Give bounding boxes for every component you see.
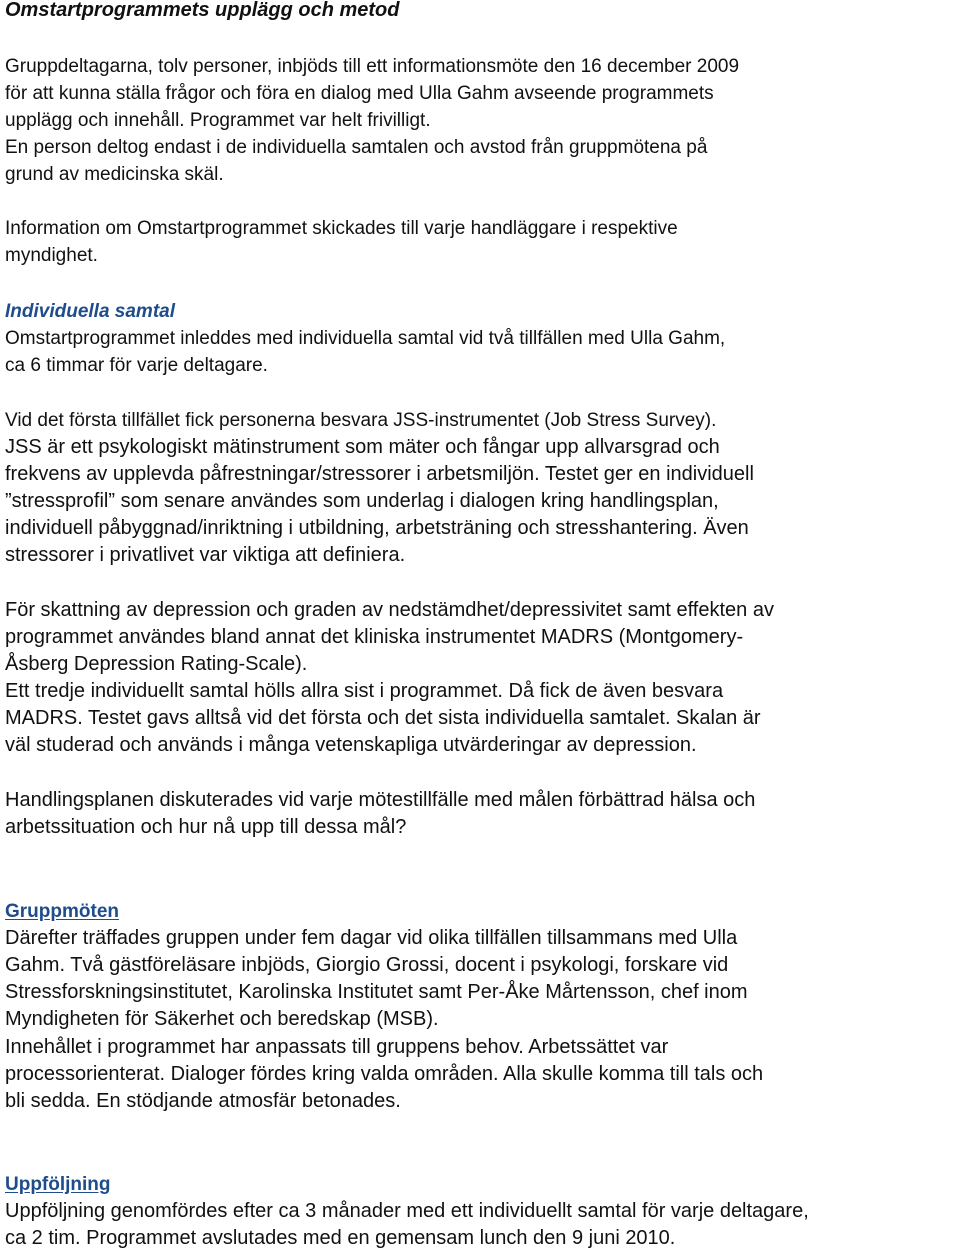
text-line: stressorer i privatlivet var viktiga att definiera.	[5, 544, 406, 566]
text-line: arbetssituation och hur nå upp till dessa mål?	[5, 816, 407, 838]
text-line: Handlingsplanen diskuterades vid varje mötestillfälle med målen förbättrad hälsa och	[5, 789, 756, 811]
text-line: för att kunna ställa frågor och föra en dialog med Ulla Gahm avseende programmets	[5, 83, 714, 104]
text-line: Myndigheten för Säkerhet och beredskap (MSB).	[5, 1008, 439, 1030]
text-line: upplägg och innehåll. Programmet var helt frivilligt.	[5, 110, 431, 131]
text-line: JSS är ett psykologiskt mätinstrument som mäter och fångar upp allvarsgrad och	[5, 436, 720, 458]
text-line: grund av medicinska skäl.	[5, 164, 224, 185]
text-line: frekvens av upplevda påfrestningar/stressorer i arbetsmiljön. Testet ger en individuell	[5, 463, 754, 485]
text-line: Gahm. Två gästföreläsare inbjöds, Giorgio Grossi, docent i psykologi, forskare vid	[5, 954, 729, 976]
text-line: Uppföljning genomfördes efter ca 3 månader med ett individuellt samtal för varje deltagare,	[5, 1200, 809, 1222]
text-line: För skattning av depression och graden av nedstämdhet/depressivitet samt effekten av	[5, 599, 774, 621]
text-line: ”stressprofil” som senare användes som underlag i dialogen kring handlingsplan,	[5, 490, 719, 512]
text-line: Gruppdeltagarna, tolv personer, inbjöds till ett informationsmöte den 16 december 2009	[5, 56, 740, 77]
text-line: individuell påbyggnad/inriktning i utbildning, arbetsträning och stresshantering. Även	[5, 517, 749, 539]
text-line: Information om Omstartprogrammet skickades till varje handläggare i respektive	[5, 218, 678, 239]
text-line: ca 2 tim. Programmet avslutades med en gemensam lunch den 9 juni 2010.	[5, 1227, 676, 1249]
text-line: programmet användes bland annat det kliniska instrumentet MADRS (Montgomery-	[5, 626, 744, 648]
text-line: Omstartprogrammet inleddes med individuella samtal vid två tillfällen med Ulla Gahm,	[5, 328, 726, 349]
text-line: bli sedda. En stödjande atmosfär betonades.	[5, 1090, 401, 1112]
section-heading-individuella-samtal: Individuella samtal	[5, 301, 175, 322]
text-line: Ett tredje individuellt samtal hölls allra sist i programmet. Då fick de även besvara	[5, 680, 724, 702]
text-line: Därefter träffades gruppen under fem dagar vid olika tillfällen tillsammans med Ulla	[5, 927, 738, 949]
text-line: myndighet.	[5, 245, 98, 266]
text-line: Vid det första tillfället fick personerna besvara JSS-instrumentet (Job Stress Survey).	[5, 410, 717, 431]
text-line: Innehållet i programmet har anpassats till gruppens behov. Arbetssättet var	[5, 1036, 669, 1058]
page-title: Omstartprogrammets upplägg och metod	[5, 0, 400, 21]
section-heading-uppfoljning: Uppföljning	[5, 1174, 111, 1195]
text-line: Stressforskningsinstitutet, Karolinska Institutet samt Per-Åke Mårtensson, chef inom	[5, 981, 748, 1003]
text-line: processorienterat. Dialoger fördes kring valda områden. Alla skulle komma till tals och	[5, 1063, 764, 1085]
text-line: MADRS. Testet gavs alltså vid det första och det sista individuella samtalet. Skalan är	[5, 707, 761, 729]
text-line: ca 6 timmar för varje deltagare.	[5, 355, 268, 376]
text-line: En person deltog endast i de individuella samtalen och avstod från gruppmötena på	[5, 137, 708, 158]
text-line: Åsberg Depression Rating-Scale).	[5, 653, 308, 675]
text-line: väl studerad och används i många vetenskapliga utvärderingar av depression.	[5, 734, 697, 756]
section-heading-gruppmoten: Gruppmöten	[5, 901, 119, 922]
